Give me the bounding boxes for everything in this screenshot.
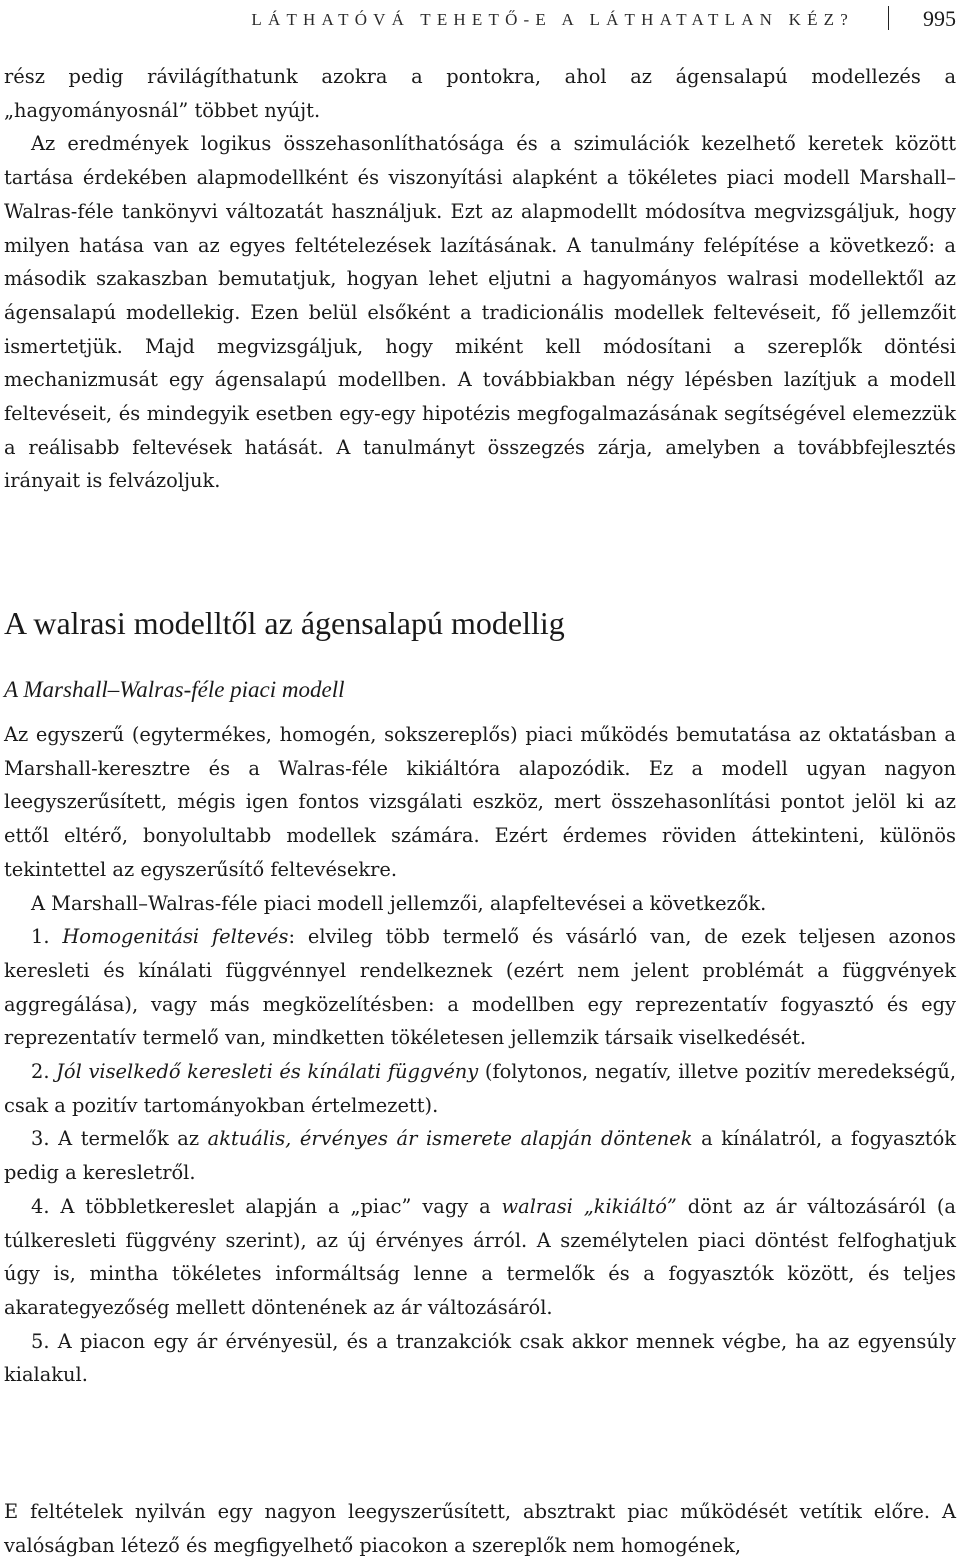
list-emphasis: Jól viselkedő keresleti és kínálati függvény bbox=[56, 1060, 479, 1084]
closing-paragraph: E feltételek nyilván egy nagyon leegyszerűsített, absztrakt piac működését vetítik előre. A valóságban létező és megfigyelhető piacokon a szereplők nem homogének, bbox=[4, 1500, 956, 1557]
assumption-list bbox=[4, 920, 956, 1392]
list-item bbox=[4, 1190, 956, 1325]
list-text: a kínálatról, a fogyasztók pedig a keresletről. bbox=[4, 1127, 956, 1185]
list-lead: A termelők az bbox=[58, 1127, 208, 1151]
main-paragraph-2: A Marshall–Walras-féle piaci modell jellemzői, alapfeltevései a következők. bbox=[31, 891, 767, 915]
list-item bbox=[4, 1055, 956, 1122]
header-divider bbox=[888, 6, 889, 30]
running-title: LÁTHATÓVÁ TEHETŐ-E A LÁTHATATLAN KÉZ? bbox=[251, 10, 854, 29]
list-text: : elvileg több termelő és vásárló van, de ezek teljesen azonos keresleti és kínálati függvénnyel rendelkeznek (ezért nem jelent problémát a függvények aggregálása), vagy más megközelítésben: a modellben egy reprezentatív fogyasztó és egy reprezentatív termelő van, mindketten tökéletesen jellemzik társaik viselkedését. bbox=[4, 925, 956, 1050]
list-emphasis: walrasi „kikiáltó” bbox=[501, 1194, 677, 1218]
list-item bbox=[4, 920, 956, 1055]
closing-text bbox=[4, 1495, 956, 1562]
list-number: 4. bbox=[31, 1194, 50, 1218]
list-number: 5. bbox=[31, 1329, 50, 1353]
intro-paragraph-1: rész pedig rávilágíthatunk azokra a pontokra, ahol az ágensalapú modellezés a „hagyományosnál” többet nyújt. bbox=[4, 65, 956, 122]
list-lead: A többletkereslet alapján a „piac” vagy a bbox=[60, 1194, 502, 1218]
list-lead: A piacon egy ár érvényesül, és a tranzakciók csak akkor mennek végbe, ha az egyensúly kialakul. bbox=[4, 1329, 957, 1387]
list-item bbox=[4, 1122, 956, 1189]
list-text: dönt az ár változásáról (a túlkeresleti függvény szerint), az új érvényes árról. A személytelen piaci döntést felfoghatjuk úgy is, mintha tökéletes informáltság lenne a termelők és a fogyasztók között, és teljes akarategyezőség mellett döntenének az ár változásáról. bbox=[4, 1194, 956, 1319]
list-number: 3. bbox=[31, 1127, 50, 1151]
list-item bbox=[4, 1325, 956, 1392]
list-number: 2. bbox=[31, 1060, 50, 1084]
main-paragraph-1: Az egyszerű (egytermékes, homogén, sokszereplős) piaci működés bemutatása az oktatásban a Marshall-keresztre és a Walras-féle kikiáltóra alapozódik. Ez a modell ugyan nagyon leegyszerűsített, mégis igen fontos vizsgálati eszköz, mert összehasonlítási pontot jelöl ki az ettől eltérő, bonyolultabb modellek számára. Ezért érdemes röviden áttekinteni, különös tekintettel az egyszerűsítő feltevésekre. bbox=[4, 723, 956, 881]
intro-text bbox=[4, 60, 956, 498]
list-emphasis: aktuális, érvényes ár ismerete alapján döntenek bbox=[207, 1127, 693, 1151]
main-text bbox=[4, 718, 956, 1392]
list-number: 1. bbox=[31, 925, 50, 949]
page-number: 995 bbox=[923, 6, 956, 31]
subsection-title: A Marshall–Walras-féle piaci modell bbox=[4, 677, 345, 702]
list-emphasis: Homogenitási feltevés bbox=[62, 925, 289, 949]
list-text: (folytonos, negatív, illetve pozitív meredekségű, csak a pozitív tartományokban értelmezett). bbox=[4, 1060, 957, 1117]
running-head bbox=[0, 4, 960, 30]
intro-paragraph-2: Az eredmények logikus összehasonlíthatósága és a szimulációk kezelhető keretek között tartása érdekében alapmodellként és viszonyítási alapként a tökéletes piaci modell Marshall–Walras-féle tankönyvi változatát használjuk. Ezt az alapmodellt módosítva megvizsgáljuk, hogy milyen hatása van az egyes feltételezések lazításának. A tanulmány felépítése a következő: a második szakaszban bemutatjuk, hogyan lehet eljutni a hagyományos walrasi modellektől az ágensalapú modellekig. Ezen belül elsőként a tradicionális modellek feltevéseit, fő jellemzőit ismertetjük. Majd megvizsgáljuk, hogy miként kell módosítani a szereplők döntési mechanizmusát egy ágensalapú modellben. A továbbiakban négy lépésben lazítjuk a modell feltevéseit, és mindegyik esetben egy-egy hipotézis megfogalmazásának segítségével elemezzük a reálisabb feltevések hatását. A tanulmányt összegzés zárja, amelyben a továbbfejlesztés irányait is felvázoljuk. bbox=[4, 132, 956, 493]
section-title: A walrasi modelltől az ágensalapú modellig bbox=[4, 605, 565, 641]
